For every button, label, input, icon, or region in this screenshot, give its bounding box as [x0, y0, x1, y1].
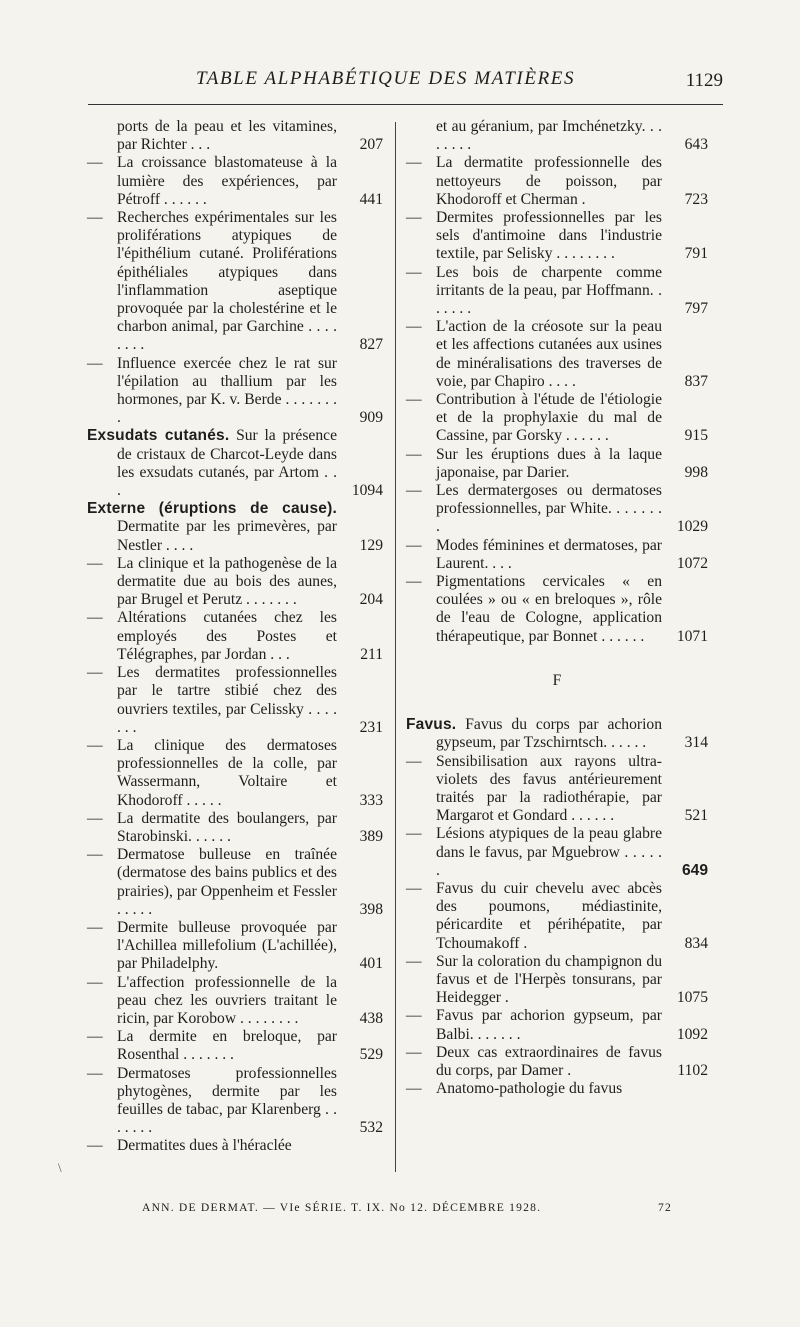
index-headword: Externe (éruptions de cause). [87, 500, 337, 518]
entry-text: L'action de la créosote sur la peau et les affections cutanées aux usines de minéralisations des traverses de voie, par Chapiro . . . . [436, 318, 662, 390]
page-reference: 521 [684, 807, 708, 825]
entry-text: Recherches expérimentales sur les proliférations atypiques de l'épithélium cutané. Proliférations épithéliales atypiques dans l'inflammation aseptique provoquée par la cholestérine et le charbon animal, par Garchine . . . . . . . . [117, 209, 337, 354]
entry-dash: — [87, 846, 103, 864]
entry-text: Les bois de charpente comme irritants de la peau, par Hoffmann. . . . . . . [436, 263, 662, 318]
entry-dash: — [87, 664, 103, 682]
page-reference: 1029 [676, 518, 708, 536]
section-letter: F [552, 671, 562, 689]
entry-text: Dermatite par les primevères, par Nestler . . . . [117, 518, 337, 554]
index-entry [406, 318, 708, 391]
page-reference: 837 [684, 372, 708, 390]
entry-text: Influence exercée chez le rat sur l'épilation au thallium par les hormones, par K. v. Berde . . . . . . . . [117, 354, 337, 427]
page-reference: 797 [684, 300, 708, 318]
entry-text: ports de la peau et les vitamines, par Richter . . . [117, 118, 337, 154]
index-heading-entry [406, 716, 708, 752]
index-entry [406, 264, 708, 319]
page-reference: 211 [360, 645, 383, 663]
page-reference: 333 [359, 791, 383, 809]
entry-text: La croissance blastomateuse à la lumière des expériences, par Pétroff . . . . . . [117, 154, 337, 208]
entry-dash: — [406, 154, 422, 172]
entry-dash: — [406, 445, 422, 463]
entry-text: Lésions atypiques de la peau glabre dans le favus, par Mguebrow . . . . . . [436, 825, 662, 879]
page-reference: 915 [684, 427, 708, 445]
page-reference: 1092 [676, 1025, 708, 1043]
page-reference: 398 [359, 900, 383, 918]
page-reference: 441 [359, 190, 383, 208]
entry-dash: — [406, 391, 422, 409]
page-reference: 1094 [351, 482, 383, 500]
entry-dash: — [406, 536, 422, 554]
entry-text: Les dermatites professionnelles par le tartre stibié chez des ouvriers textiles, par Celissky . . . . . . . [117, 664, 337, 736]
index-headword: Favus. [406, 716, 457, 734]
index-headword: Exsudats cutanés. [87, 427, 230, 445]
index-entry [87, 209, 383, 355]
index-entry [406, 1007, 708, 1043]
index-entry [87, 974, 383, 1029]
entry-text: Anatomo-pathologie du favus [436, 1080, 623, 1098]
index-entry [406, 1080, 708, 1098]
page-reference: 649 [681, 861, 708, 879]
left-column [87, 118, 383, 1156]
index-entry [406, 446, 708, 482]
entry-dash: — [406, 573, 422, 591]
page-reference: 207 [359, 136, 383, 154]
entry-text: La clinique et la pathogenèse de la dermatite due au bois des aunes, par Brugel et Perutz . . . . . . . [117, 554, 337, 609]
entry-dash: — [87, 1028, 103, 1046]
entry-text: Sensibilisation aux rayons ultra-violets des favus antérieurement traités par la radiothérapie, par Margarot et Gondard . . . . . . [436, 752, 662, 825]
index-entry [87, 737, 383, 810]
page-reference: 314 [684, 734, 708, 752]
page-title: TABLE ALPHABÉTIQUE DES MATIÈRES [196, 68, 576, 89]
index-entry [87, 1028, 383, 1064]
index-entry [87, 1065, 383, 1138]
entry-text: Dermatoses professionnelles phytogènes, dermite par les feuilles de tabac, par Klarenberg . . . . . . . [117, 1064, 337, 1137]
entry-dash: — [87, 1137, 103, 1155]
entry-text: La dermite en breloque, par Rosenthal . . . . . . . [117, 1028, 337, 1064]
header-rule [88, 104, 723, 105]
entry-text: Altérations cutanées chez les employés des Postes et Télégraphes, par Jordan . . . [117, 609, 337, 663]
page-reference: 204 [359, 591, 383, 609]
index-entry [87, 846, 383, 919]
index-heading-entry [87, 427, 383, 500]
index-entry [87, 555, 383, 610]
entry-dash: — [406, 209, 422, 227]
index-entry [406, 154, 708, 209]
entry-text: La dermatite professionnelle des nettoyeurs de poisson, par Khodoroff et Cherman . [436, 154, 662, 208]
entry-dash: — [87, 736, 103, 754]
index-entry [406, 573, 708, 646]
page-reference: 231 [359, 718, 383, 736]
entry-dash: — [87, 918, 103, 936]
entry-text: Les dermatergoses ou dermatoses professionnelles, par White. . . . . . . . [436, 482, 662, 536]
index-entry [87, 154, 383, 209]
index-entry [87, 810, 383, 846]
index-entry [406, 825, 708, 880]
entry-text: Dermite bulleuse provoquée par l'Achillea millefolium (L'achillée), par Philadelphy. [117, 918, 337, 973]
page-reference: 834 [684, 934, 708, 952]
page-reference: 1102 [677, 1061, 708, 1079]
page-reference: 532 [359, 1119, 383, 1137]
page-reference: 529 [359, 1046, 383, 1064]
page-reference: 1075 [676, 989, 708, 1007]
page-reference: 791 [684, 245, 708, 263]
page-number: 1129 [685, 70, 723, 91]
index-entry [406, 880, 708, 953]
entry-dash: — [87, 154, 103, 172]
page-footer [142, 1201, 672, 1214]
index-entry [406, 953, 708, 1008]
entry-dash: — [406, 1007, 422, 1025]
entry-dash: — [87, 209, 103, 227]
entry-text: Favus par achorion gypseum, par Balbi. . . . . . . [436, 1007, 662, 1043]
page-reference: 129 [359, 536, 383, 554]
entry-dash: — [406, 952, 422, 970]
margin-mark: \ [58, 1160, 62, 1175]
journal-reference: ANN. DE DERMAT. — VIe SÉRIE. T. IX. No 12. DÉCEMBRE 1928. [142, 1201, 542, 1214]
entry-dash: — [406, 263, 422, 281]
entry-text: Dermatites dues à l'héraclée [117, 1137, 292, 1155]
index-entry [87, 355, 383, 428]
entry-text: Pigmentations cervicales « en coulées » ou « en breloques », rôle de l'eau de Cologne, application thérapeutique, par Bonnet . . . . . . [436, 573, 662, 645]
index-entry [406, 118, 708, 154]
page-reference: 389 [359, 827, 383, 845]
index-heading-entry [87, 500, 383, 555]
page-reference: 827 [359, 336, 383, 354]
index-entry [87, 118, 383, 154]
index-entry [406, 209, 708, 264]
index-entry [87, 1137, 383, 1155]
index-entry [87, 609, 383, 664]
entry-dash: — [87, 609, 103, 627]
entry-text: et au géranium, par Imchénetzky. . . . . . . . [436, 118, 662, 154]
page-reference: 909 [359, 409, 383, 427]
entry-dash: — [406, 318, 422, 336]
entry-dash: — [406, 1080, 422, 1098]
entry-dash: — [87, 973, 103, 991]
entry-dash: — [406, 1043, 422, 1061]
entry-text: Sur la présence de cristaux de Charcot-Leyde dans les exsudats cutanés, par Artom . . . [117, 427, 337, 500]
entry-text: La dermatite des boulangers, par Starobinski. . . . . . [117, 809, 337, 845]
entry-dash: — [87, 554, 103, 572]
index-entry [406, 1044, 708, 1080]
entry-text: Favus du corps par achorion gypseum, par Tzschirntsch. . . . . . [436, 716, 662, 752]
entry-text: Contribution à l'étude de l'étiologie et de la prophylaxie du mal de Cassine, par Gorsky . . . . . . [436, 391, 662, 445]
index-entry [406, 391, 708, 446]
entry-text: Dermatose bulleuse en traînée (dermatose des bains publics et des prairies), par Oppenheim et Fessler . . . . . [117, 846, 337, 918]
index-entry [406, 537, 708, 573]
sheet-number: 72 [658, 1201, 672, 1214]
entry-text: Sur les éruptions dues à la laque japonaise, par Darier. [436, 445, 662, 481]
page-header [88, 66, 723, 106]
entry-dash: — [87, 1064, 103, 1082]
entry-dash: — [406, 879, 422, 897]
index-entry [87, 919, 383, 974]
entry-text: L'affection professionnelle de la peau chez les ouvriers traitant le ricin, par Korobow . . . . . . . . [117, 973, 337, 1027]
entry-text: Dermites professionnelles par les sels d'antimoine dans l'industrie textile, par Selisky . . . . . . . . [436, 209, 662, 263]
column-divider [395, 122, 396, 1172]
page-reference: 438 [359, 1009, 383, 1027]
entry-text: Deux cas extraordinaires de favus du corps, par Damer . [436, 1043, 662, 1079]
index-entry [406, 482, 708, 537]
entry-text: Favus du cuir chevelu avec abcès des poumons, médiastinite, péricardite et périhépatite, par Tchoumakoff . [436, 879, 662, 952]
page-reference: 401 [359, 955, 383, 973]
page-reference: 1071 [676, 627, 708, 645]
entry-dash: — [406, 482, 422, 500]
entry-dash: — [87, 809, 103, 827]
index-entry [406, 753, 708, 826]
page-reference: 643 [684, 136, 708, 154]
entry-dash: — [406, 825, 422, 843]
page-reference: 1072 [676, 554, 708, 572]
page-reference: 723 [684, 190, 708, 208]
entry-dash: — [87, 354, 103, 372]
entry-text: La clinique des dermatoses professionnelles de la colle, par Wassermann, Voltaire et Khodoroff . . . . . [117, 736, 337, 809]
entry-text: Sur la coloration du champignon du favus et de l'Herpès tonsurans, par Heidegger . [436, 952, 662, 1007]
right-column [406, 118, 708, 1098]
entry-dash: — [406, 752, 422, 770]
index-entry [87, 664, 383, 737]
page-reference: 998 [684, 463, 708, 481]
entry-text: Modes féminines et dermatoses, par Laurent. . . . [436, 536, 662, 572]
